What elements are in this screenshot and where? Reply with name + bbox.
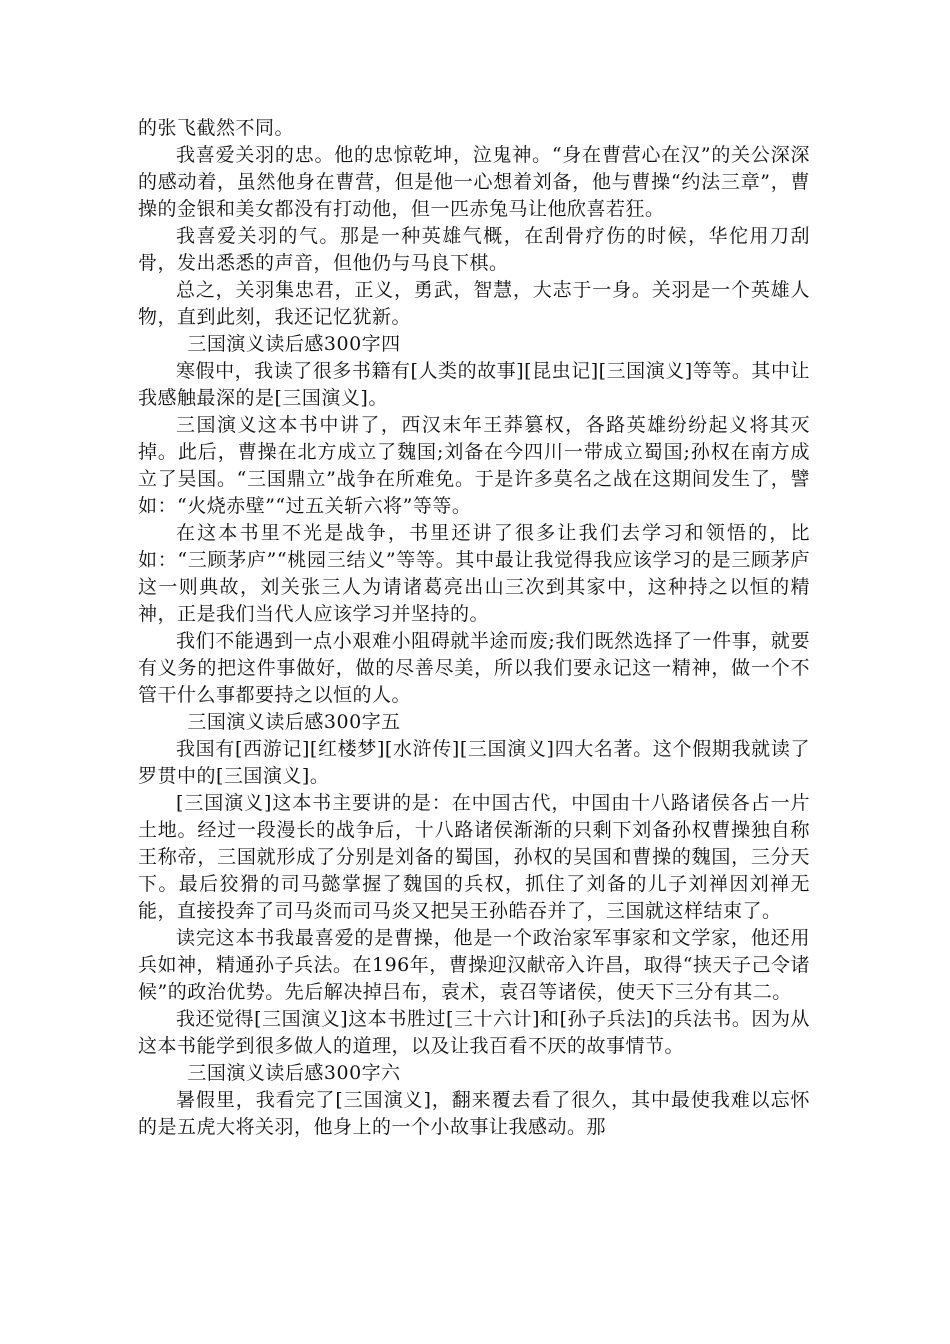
section-heading-four: 三国演义读后感300字四 xyxy=(187,333,401,355)
section-heading-six: 三国演义读后感300字六 xyxy=(187,1062,401,1084)
document-page xyxy=(138,115,810,1141)
paragraph-loyalty: 我喜爱关羽的忠。他的忠惊乾坤，泣鬼神。“身在曹营心在汉”的关公深深的感动着，虽然他身在曹营，但是他一心想着刘备，他与曹操“约法三章”，曹操的金银和美女都没有打动他，但一匹赤兔马让他欣喜若狂。 xyxy=(138,144,810,220)
paragraph-spirit: 我喜爱关羽的气。那是一种英雄气概，在刮骨疗伤的时候，华佗用刀刮骨，发出悉悉的声音，但他仍与马良下棋。 xyxy=(138,225,810,274)
paragraph: 我还觉得[三国演义]这本书胜过[三十六计]和[孙子兵法]的兵法书。因为从这本书能学到很多做人的道理，以及让我百看不厌的故事情节。 xyxy=(138,1008,810,1057)
section-heading-five: 三国演义读后感300字五 xyxy=(187,711,401,733)
paragraph: 寒假中，我读了很多书籍有[人类的故事][昆虫记][三国演义]等等。其中让我感触最深的是[三国演义]。 xyxy=(138,360,810,409)
paragraph: 读完这本书我最喜爱的是曹操，他是一个政治家军事家和文学家，他还用兵如神，精通孙子兵法。在196年，曹操迎汉献帝入许昌，取得“挟天子己令诸候”的政治优势。先后解决掉吕布，袁术，袁召等诸侯，使天下三分有其二。 xyxy=(138,927,810,1003)
paragraph: 在这本书里不光是战争，书里还讲了很多让我们去学习和领悟的，比如：“三顾茅庐”“桃园三结义”等等。其中最让我觉得我应该学习的是三顾茅庐这一则典故，刘关张三人为请诸葛亮出山三次到其家中，这种持之以恒的精神，正是我们当代人应该学习并坚持的。 xyxy=(138,522,810,625)
paragraph: 我们不能遇到一点小艰难小阻碍就半途而废;我们既然选择了一件事，就要有义务的把这件事做好，做的尽善尽美，所以我们要永记这一精神，做一个不管干什么事都要持之以恒的人。 xyxy=(138,630,810,706)
paragraph: [三国演义]这本书主要讲的是：在中国古代，中国由十八路诸侯各占一片土地。经过一段漫长的战争后，十八路诸侯渐渐的只剩下刘备孙权曹操独自称王称帝，三国就形成了分别是刘备的蜀国，孙权的吴国和曹操的魏国，三分天下。最后狡猾的司马懿掌握了魏国的兵权，抓住了刘备的儿子刘禅因刘禅无能，直接投奔了司马炎而司马炎又把吴王孙皓吞并了，三国就这样结束了。 xyxy=(138,792,810,922)
paragraph-continuation: 的张飞截然不同。 xyxy=(138,117,295,139)
paragraph: 暑假里，我看完了[三国演义]，翻来覆去看了很久，其中最使我难以忘怀的是五虎大将关羽，他身上的一个小故事让我感动。那 xyxy=(138,1089,810,1138)
paragraph-summary: 总之，关羽集忠君，正义，勇武，智慧，大志于一身。关羽是一个英雄人物，直到此刻，我还记忆犹新。 xyxy=(138,279,810,328)
paragraph: 我国有[西游记][红楼梦][水浒传][三国演义]四大名著。这个假期我就读了罗贯中的[三国演义]。 xyxy=(138,738,810,787)
paragraph: 三国演义这本书中讲了，西汉末年王莽篡权，各路英雄纷纷起义将其灭掉。此后，曹操在北方成立了魏国;刘备在今四川一带成立蜀国;孙权在南方成立了吴国。“三国鼎立”战争在所难免。于是许多莫名之战在这期间发生了，譬如：“火烧赤壁”“过五关斩六将”等等。 xyxy=(138,414,810,517)
